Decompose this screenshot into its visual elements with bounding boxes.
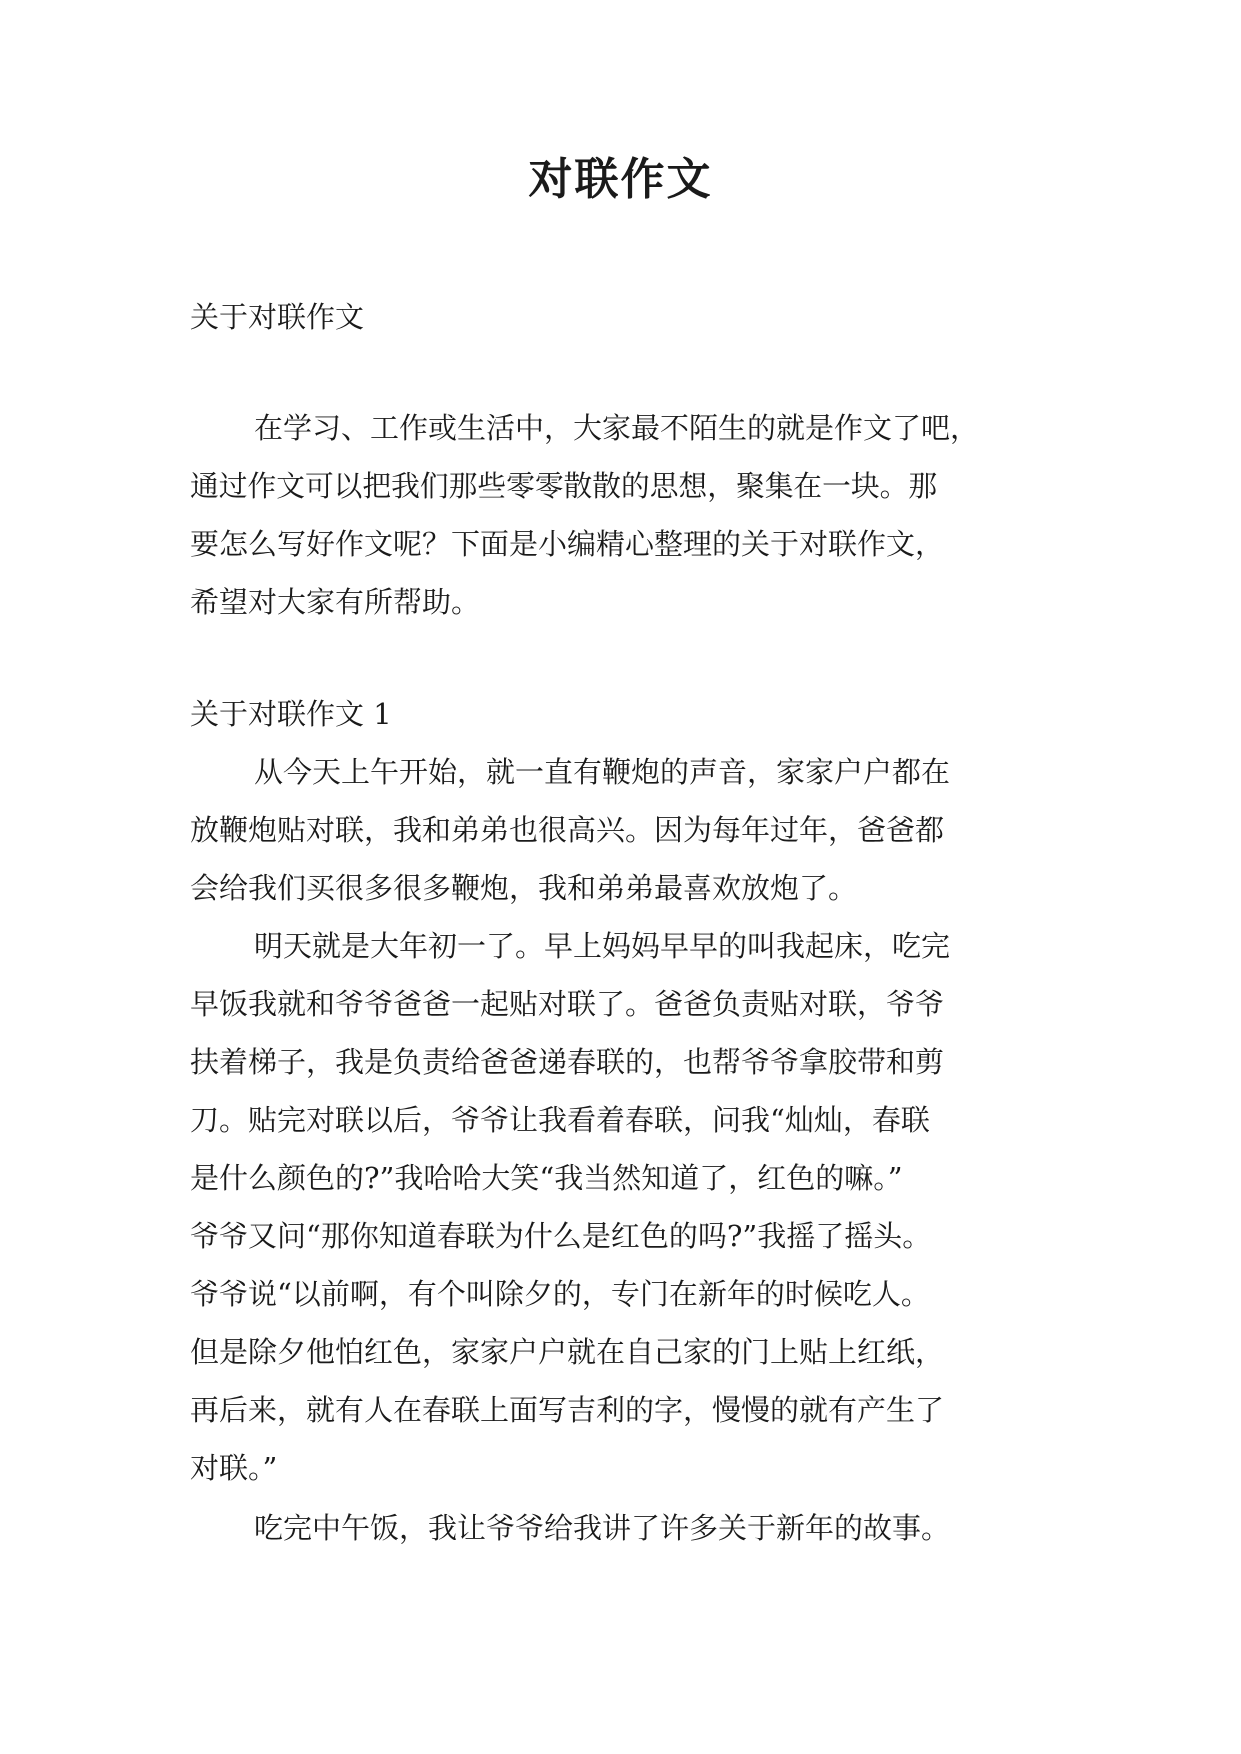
intro-line-2-text: 通过作文可以把我们那些零零散散的思想，聚集在一块。那 (190, 469, 938, 503)
body-line-5: 早饭我就和爷爷爸爸一起贴对联了。爸爸负责贴对联，爷爷 (190, 987, 945, 1021)
body-line-2: 放鞭炮贴对联，我和弟弟也很高兴。因为每年过年，爸爸都 (190, 813, 945, 847)
body-line-8: 是什么颜色的?”我哈哈大笑“我当然知道了，红色的嘛。” (190, 1161, 903, 1195)
body-line-1: 从今天上午开始，就一直有鞭炮的声音，家家户户都在 (254, 755, 951, 789)
body-line-6: 扶着梯子，我是负责给爸爸递春联的，也帮爷爷拿胶带和剪 (190, 1045, 945, 1079)
document-title: 对联作文 (528, 154, 713, 205)
body-line-13: 对联。” (190, 1451, 278, 1485)
document-subtitle: 关于对联作文 (190, 300, 365, 334)
body-line-10: 爷爷说“以前啊，有个叫除夕的，专门在新年的时候吃人。 (190, 1277, 930, 1311)
intro-line-1: 在学习、工作或生活中，大家最不陌生的就是作文了吧， (254, 411, 980, 445)
body-line-9: 爷爷又问“那你知道春联为什么是红色的吗?”我摇了摇头。 (190, 1219, 932, 1253)
body-line-3: 会给我们买很多很多鞭炮，我和弟弟最喜欢放炮了。 (190, 871, 858, 905)
body-line-12: 再后来，就有人在春联上面写吉利的字，慢慢的就有产生了 (190, 1393, 945, 1427)
intro-line-4: 希望对大家有所帮助。 (190, 585, 481, 619)
body-line-11: 但是除夕他怕红色，家家户户就在自己家的门上贴上红纸， (190, 1335, 945, 1369)
section-heading: 关于对联作文 1 (190, 697, 392, 731)
body-line-4: 明天就是大年初一了。早上妈妈早早的叫我起床，吃完 (254, 929, 951, 963)
body-line-7: 刀。贴完对联以后，爷爷让我看着春联，问我“灿灿，春联 (190, 1103, 930, 1137)
body-line-14: 吃完中午饭，我让爷爷给我讲了许多关于新年的故事。 (254, 1511, 951, 1545)
intro-line-3: 要怎么写好作文呢？下面是小编精心整理的关于对联作文， (190, 527, 945, 561)
intro-line-2 (190, 466, 1068, 506)
